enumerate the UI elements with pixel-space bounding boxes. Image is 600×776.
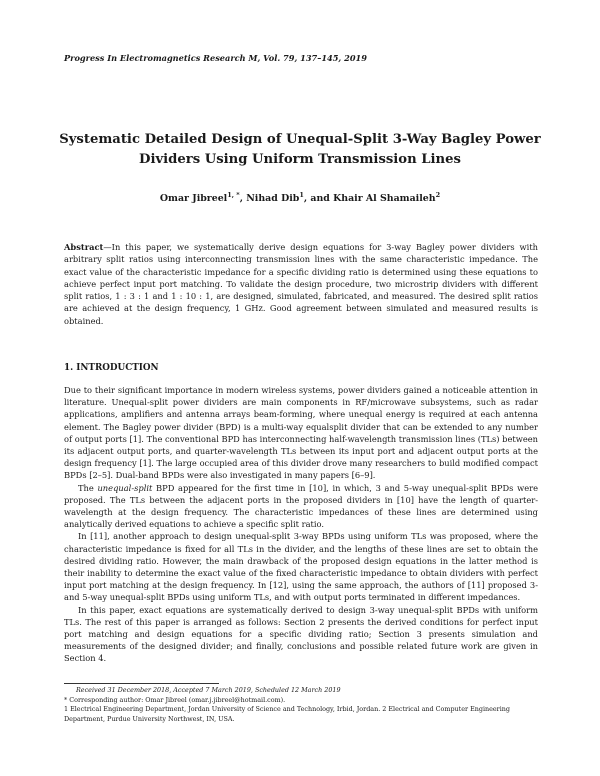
abstract-text: —In this paper, we systematically derive design equations for 3-way Bagley power dividers with arbitrary split ratios using interconnecting transmission lines with the same characteristic impedance. The exact value of the characteristic impedance for a specific dividing ratio is determined using these equations to achieve perfect input port matching. To validate the design procedure, two microstrip dividers with different split ratios, 1 : 3 : 1 and 1 : 10 : 1, are designed, simulated, fabricated, and measured. The desired split ratios are achieved at the design frequency, 1 GHz. Good agreement between simulated and measured results is obtained. bbox=[64, 242, 538, 326]
emphasis-text: unequal-split bbox=[97, 482, 153, 493]
footnotes bbox=[64, 686, 538, 724]
author-affiliation: 1, * bbox=[227, 191, 240, 199]
author-name: Omar Jibreel bbox=[159, 193, 228, 205]
author-affiliation: 1 bbox=[299, 191, 304, 199]
affiliations: 1 Electrical Engineering Department, Jordan University of Science and Technology, Irbid, Jordan. 2 Electrical and Computer Engineering Department, Purdue University Northwest, IN, USA. bbox=[64, 705, 510, 723]
corresponding-author: * Corresponding author: Omar Jibreel (omar.j.jibreel@hotmail.com). bbox=[64, 695, 286, 704]
paragraph-text: The bbox=[78, 482, 98, 493]
paragraph bbox=[64, 482, 538, 531]
received-dates: Received 31 December 2018, Accepted 7 March 2019, Scheduled 12 March 2019 bbox=[76, 686, 341, 694]
paper-title bbox=[0, 130, 600, 170]
journal-header: Progress In Electromagnetics Research M, Vol. 79, 137–145, 2019 bbox=[64, 53, 367, 63]
paragraph: Due to their significant importance in modern wireless systems, power dividers gained a noticeable attention in literature. Unequal-split power dividers are main components in RF/microwave subsystems, such as radar applications, amplifiers and antenna arrays beam-forming, where unequal energy is required at each antenna element. The Bagley power divider (BPD) is a multi-way equalsplit divider that can be extended to any number of output ports [1]. The conventional BPD has interconnecting half-wavelength transmission lines (TLs) between its adjacent output ports, and quarter-wavelength TLs between its input port and adjacent output ports at the design frequency [1]. The large occupied area of this divider drove many researchers to build modified compact BPDs [2–5]. Dual-band BPDs were also investigated in many papers [6–9]. bbox=[64, 385, 538, 481]
author-affiliation: 2 bbox=[435, 191, 441, 199]
abstract-label: Abstract bbox=[64, 242, 104, 252]
author-name: Khair Al Shamaileh bbox=[333, 193, 436, 205]
title-line-2: Dividers Using Uniform Transmission Lines bbox=[139, 152, 461, 167]
footnote-divider bbox=[64, 683, 219, 684]
paragraph: In this paper, exact equations are systematically derived to design 3-way unequal-split BPDs with uniform TLs. The rest of this paper is arranged as follows: Section 2 presents the derived conditions for perfect input port matching and design equations for a specific dividing ratio; Section 3 presents simulation and measurements of the designed divider; and finally, conclusions and possible related future work are given in Section 4. bbox=[64, 604, 538, 664]
abstract bbox=[64, 241, 538, 327]
paragraph: In [11], another approach to design unequal-split 3-way BPDs using uniform TLs was proposed, where the characteristic impedance is fixed for all TLs in the divider, and the lengths of these lines are set to obtain the desired dividing ratio. However, the main drawback of the proposed design equations in the latter method is their inability to determine the exact value of the fixed characteristic impedance to obtain dividers with perfect input port matching at the design frequency. In [12], using the same approach, the authors of [11] proposed 3- and 5-way unequal-split BPDs using uniform TLs, and with output ports terminated in different impedances. bbox=[64, 531, 538, 603]
introduction-body bbox=[64, 384, 538, 665]
section-heading: 1. INTRODUCTION bbox=[64, 363, 159, 373]
author-name: Nihad Dib bbox=[246, 193, 300, 205]
paragraph-text: BPD appeared for the first time in [10], in which, 3 and 5-way unequal-split BPDs were proposed. The TLs between the adjacent ports in the proposed dividers in [10] have the length of quarter-wavelength at the design frequency. The characteristic impedances of these lines are determined using analytically derived equations to achieve a specific split ratio. bbox=[64, 482, 538, 530]
author-list: Omar Jibreel$^{1, *}$, Nihad Dib$^1$, and Khair Al Shamaileh$^2$ bbox=[159, 191, 441, 205]
title-line-1: Systematic Detailed Design of Unequal-Split 3-Way Bagley Power bbox=[59, 132, 541, 147]
